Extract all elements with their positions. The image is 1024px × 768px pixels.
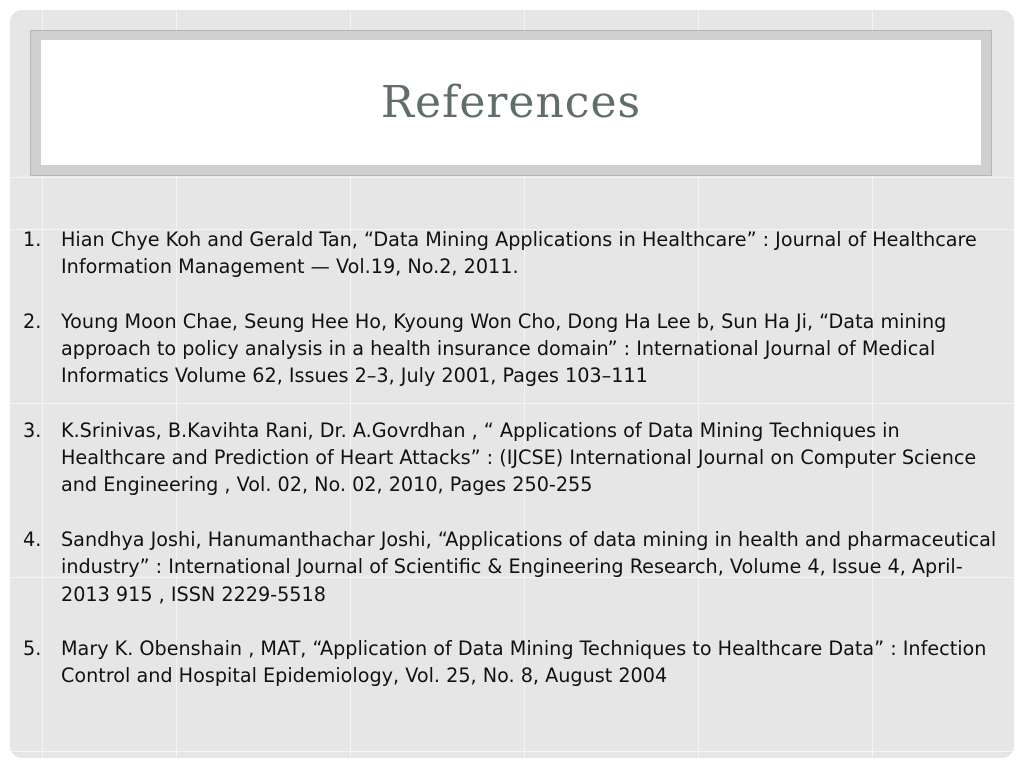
reference-text: Hian Chye Koh and Gerald Tan, “Data Mining Applications in Healthcare” : Journal of Healthcare Information Management — Vol.19, No.2, 2011. <box>61 228 977 279</box>
reference-number: 3. <box>23 419 42 443</box>
reference-text: K.Srinivas, B.Kavihta Rani, Dr. A.Govrdhan , “ Applications of Data Mining Techniques in Healthcare and Prediction of Heart Attacks” : (IJCSE) International Journal on Computer Science and Engineering , Vol. 02, No. 02, 2010, Pages 250-255 <box>61 419 977 497</box>
title-frame <box>30 30 992 176</box>
title-box <box>41 40 981 165</box>
reference-number: 1. <box>23 228 42 251</box>
reference-item <box>10 308 1000 390</box>
reference-item <box>10 417 1000 499</box>
reference-number: 2. <box>23 309 42 333</box>
reference-list <box>10 226 1000 717</box>
reference-number: 4. <box>23 528 42 552</box>
reference-text: Young Moon Chae, Seung Hee Ho, Kyoung Won Cho, Dong Ha Lee b, Sun Ha Ji, “Data mining approach to policy analysis in a health insurance domain” : International Journal of Medical Informatics Volume 62, Issues 2–3, July 2001, Pages 103–111 <box>61 309 947 388</box>
reference-item <box>10 526 1000 608</box>
reference-item <box>10 635 1000 689</box>
reference-text: Mary K. Obenshain , MAT, “Application of Data Mining Techniques to Healthcare Data” : Infection Control and Hospital Epidemiology, Vol. 25, No. 8, August 2004 <box>61 637 987 688</box>
slide <box>10 10 1014 758</box>
slide-title: References <box>380 77 642 128</box>
reference-number: 5. <box>23 637 42 661</box>
reference-text: Sandhya Joshi, Hanumanthachar Joshi, “Applications of data mining in health and pharmaceutical industry” : International Journal of Scientific & Engineering Research, Volume 4, Issue 4, April-2013 915 , ISSN 2229-5518 <box>61 528 997 606</box>
reference-item <box>10 226 1000 280</box>
